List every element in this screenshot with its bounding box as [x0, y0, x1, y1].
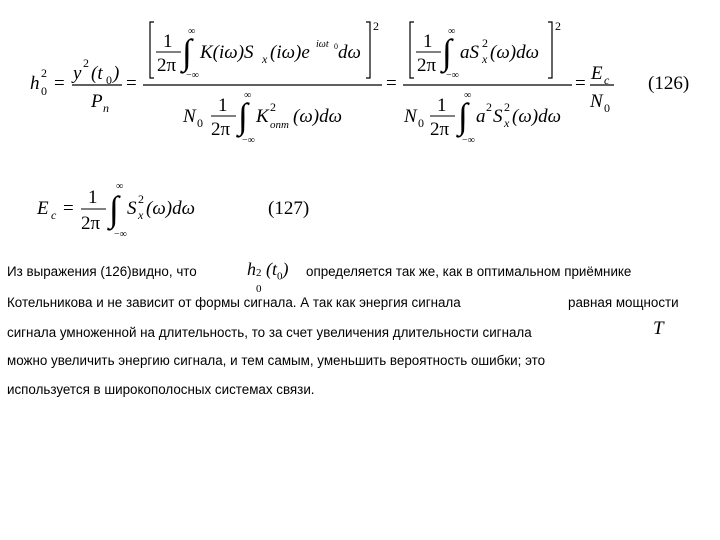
inline-math-T: T	[653, 318, 664, 339]
eq126-num2-aS-sub: x	[482, 52, 488, 66]
eq126-den2-a: a	[476, 106, 486, 127]
eq126-den2-N-sub: 0	[418, 116, 424, 130]
eq126-eq1: =	[54, 73, 65, 94]
text-line3: сигнала умноженной на длительность, то за счет увеличения длительности сигнала	[7, 325, 532, 340]
eq127-minf: −∞	[114, 229, 127, 240]
inline-h: h	[247, 259, 256, 279]
eq126-num1-e-sup: iωt	[316, 39, 329, 50]
inline-h-arg-sub: 0	[277, 270, 283, 283]
eq126-den2-N: N	[404, 106, 417, 127]
eq127-integral-icon: ∫	[109, 189, 119, 229]
eq126-den1-2pi: 2π	[211, 119, 231, 140]
formula-126	[0, 0, 720, 175]
eq126-num1-one: 1	[163, 31, 173, 52]
paragraph-line-1b	[306, 264, 631, 279]
eq126-den2-a-sup: 2	[486, 100, 492, 114]
eq127-one: 1	[88, 187, 98, 208]
eq126-num1-rbracket	[366, 22, 370, 78]
eq127-S: S	[127, 198, 137, 219]
eq127-arg: (ω)dω	[146, 198, 195, 219]
eq126-num1-e-sup-sub: 0	[334, 42, 338, 51]
eq126-num1-integral-icon: ∫	[182, 32, 192, 72]
eq126-num2-one: 1	[423, 31, 433, 52]
eq126-den1-K: K	[256, 106, 269, 127]
text-line5: используется в широкополосных системах связи.	[7, 382, 315, 397]
eq126-den1-integral-icon: ∫	[238, 96, 248, 136]
eq127-S-sub: x	[138, 208, 144, 222]
eq126-den2-S-sub: x	[504, 116, 510, 130]
eq126-lhs-sub: 0	[41, 84, 47, 98]
eq127-S-sup: 2	[138, 192, 144, 206]
paragraph-line-2a	[7, 295, 461, 310]
inline-math-h0	[247, 259, 289, 295]
eq126-num2-aS: aS	[460, 42, 479, 63]
eq126-num1-e: (iω)e	[270, 42, 310, 63]
eq126-Pn-sub: n	[103, 101, 109, 115]
eq126-num2-arg: (ω)dω	[490, 42, 539, 63]
eq126-den1-N-sub: 0	[197, 116, 203, 130]
eq126-den2-arg: (ω)dω	[512, 106, 561, 127]
eq126-num1-minf: −∞	[186, 70, 199, 81]
eq126-num2-2pi: 2π	[417, 55, 437, 76]
eq127-Ec: E	[37, 198, 49, 219]
eq127-inf: ∞	[116, 181, 124, 192]
eq126-num2-sq: 2	[555, 19, 561, 33]
paragraph-line-4	[7, 353, 545, 368]
eq126-num1-lbracket	[150, 22, 154, 78]
eq126-num2-aS-sup: 2	[482, 36, 488, 50]
eq126-den1-minf: −∞	[242, 135, 255, 146]
eq126-num1-2pi: 2π	[157, 55, 177, 76]
eq126-lhs-sup: 2	[41, 66, 47, 80]
eq127-Ec-sub: c	[51, 208, 57, 222]
eq126-N0-sub: 0	[604, 101, 610, 115]
eq126-den1-inf: ∞	[244, 90, 252, 101]
text-line2-b: равная мощности	[568, 295, 679, 310]
eq126-den2-S: S	[493, 106, 503, 127]
eq126-num2-inf: ∞	[448, 26, 456, 37]
eq126-den1-N: N	[183, 106, 196, 127]
eq126-Ec-sub: c	[604, 73, 610, 87]
eq126-num1-Sx-sub: x	[262, 52, 268, 66]
eq126-num2-lbracket	[410, 22, 414, 78]
eq126-N0: N	[590, 91, 603, 112]
eq126-Pn: P	[91, 91, 103, 112]
eq126-den2-one: 1	[437, 95, 447, 116]
eq126-eq3: =	[386, 73, 397, 94]
eq127-2pi: 2π	[81, 213, 101, 234]
eq126-den1-one: 1	[218, 95, 228, 116]
eq127-number: (127)	[268, 198, 310, 219]
eq126-den1-K-sub: опт	[270, 119, 289, 131]
eq126-den1-K-sup: 2	[270, 100, 276, 114]
eq126-y-arg-close: )	[113, 63, 120, 84]
eq126-num1-K: K(iω)S	[200, 42, 254, 63]
paragraph-line-5	[7, 382, 315, 397]
eq126-num1-inf: ∞	[188, 26, 196, 37]
eq126-num2-integral-icon: ∫	[442, 32, 452, 72]
text-line4: можно увеличить энергию сигнала, и тем самым, уменьшить вероятность ошибки; это	[7, 353, 546, 368]
eq126-num1-domega: dω	[338, 42, 361, 63]
eq126-num1-sq: 2	[373, 19, 379, 33]
eq126-eq4: =	[575, 73, 586, 94]
text-line2-a: Котельникова и не зависит от формы сигнала. А так как энергия сигнала	[7, 295, 461, 310]
formula-127	[0, 172, 720, 247]
eq126-Ec: E	[591, 63, 603, 84]
eq126-y-sup: 2	[83, 56, 89, 70]
eq126-den2-minf: −∞	[462, 135, 475, 146]
text-line1-b: определяется так же, как в оптимальном приёмнике	[306, 264, 632, 279]
eq126-y-arg-sub: 0	[106, 73, 112, 87]
paragraph-line-3	[7, 325, 532, 340]
eq127-eq: =	[63, 198, 74, 219]
inline-h-sup: 2	[256, 267, 262, 279]
eq126-y: y	[73, 63, 82, 84]
paragraph-line-1	[7, 264, 197, 279]
eq126-eq2: =	[126, 73, 137, 94]
eq126-lhs: h	[30, 73, 40, 94]
eq126-den2-inf: ∞	[464, 90, 472, 101]
inline-h-sub: 0	[256, 283, 262, 295]
inline-h-close: )	[282, 259, 289, 279]
eq126-den2-S-sup: 2	[504, 100, 510, 114]
eq126-y-arg: (t	[91, 63, 103, 84]
inline-h-arg: (t	[266, 259, 277, 279]
eq126-den1-arg: (ω)dω	[293, 106, 342, 127]
paragraph-line-2b	[568, 295, 679, 310]
text-line1-a: Из выражения (126)видно, что	[7, 264, 197, 279]
eq126-den2-integral-icon: ∫	[458, 96, 468, 136]
eq126-num2-minf: −∞	[446, 70, 459, 81]
eq126-den2-2pi: 2π	[430, 119, 450, 140]
eq126-num2-rbracket	[548, 22, 552, 78]
eq126-number: (126)	[648, 73, 690, 94]
